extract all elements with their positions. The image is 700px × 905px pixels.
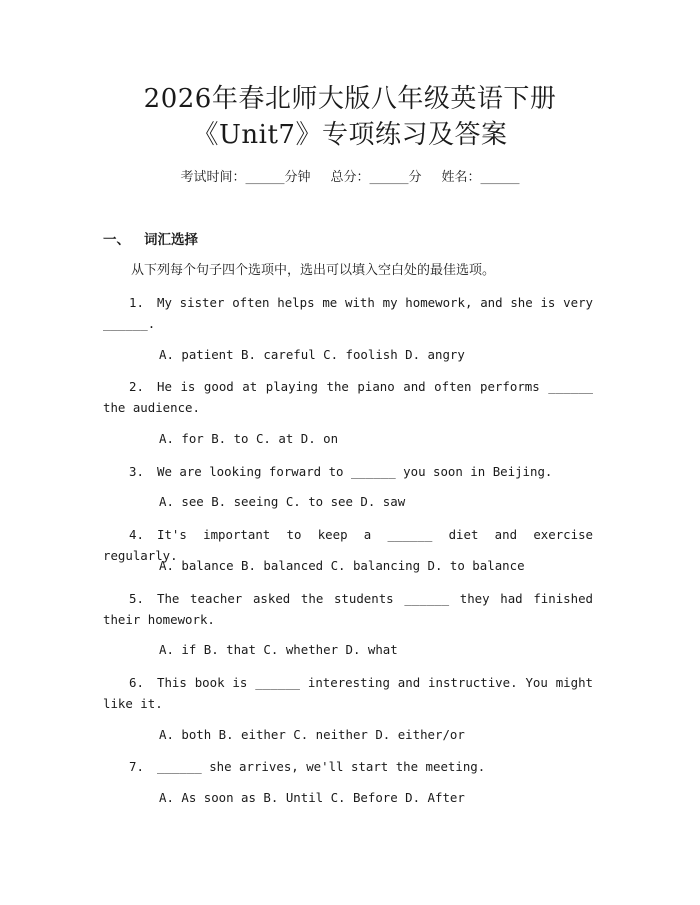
question-text: It's important to keep a ______ diet and exercise regularly. <box>103 527 593 563</box>
question-number: 3. <box>129 464 144 479</box>
question-number: 7. <box>129 759 144 774</box>
question-text: He is good at playing the piano and often performs ______ the audience. <box>103 379 593 415</box>
question-1 <box>103 292 593 334</box>
question-number: 6. <box>129 675 144 690</box>
question-number: 2. <box>129 379 144 394</box>
question-7 <box>103 756 593 777</box>
section-number: 一、 <box>103 232 130 248</box>
question-text: ______ she arrives, we'll start the meeting. <box>157 759 486 774</box>
question-text: This book is ______ interesting and instructive. You might like it. <box>103 675 593 711</box>
question-3-options: A. see B. seeing C. to see D. saw <box>159 494 406 509</box>
exam-time: 考试时间：______分钟 <box>180 170 311 185</box>
question-number: 1. <box>129 295 144 310</box>
document-title-line2: 《Unit7》专项练习及答案 <box>192 120 508 150</box>
section-title: 词汇选择 <box>144 232 198 248</box>
question-text: The teacher asked the students ______ they had finished their homework. <box>103 591 593 627</box>
question-5-options: A. if B. that C. whether D. what <box>159 642 398 657</box>
question-7-options: A. As soon as B. Until C. Before D. After <box>159 790 465 805</box>
section-heading <box>103 230 198 250</box>
question-4-options: A. balance B. balanced C. balancing D. to balance <box>159 558 525 573</box>
exam-info <box>0 168 700 188</box>
question-6-options: A. both B. either C. neither D. either/or <box>159 727 465 742</box>
question-3 <box>103 461 593 482</box>
question-5 <box>103 588 593 630</box>
question-text: We are looking forward to ______ you soon in Beijing. <box>157 464 553 479</box>
student-name-field: 姓名：______ <box>441 170 520 185</box>
exam-total-score: 总分：______分 <box>330 170 422 185</box>
question-text: My sister often helps me with my homework, and she is very ______. <box>103 295 593 331</box>
document-title-line1: 2026年春北师大版八年级英语下册 <box>143 84 557 114</box>
question-2-options: A. for B. to C. at D. on <box>159 431 339 446</box>
question-2 <box>103 376 593 418</box>
question-1-options: A. patient B. careful C. foolish D. angry <box>159 347 465 362</box>
question-number: 4. <box>129 527 144 542</box>
section-instruction: 从下列每个句子四个选项中，选出可以填入空白处的最佳选项。 <box>131 263 496 278</box>
question-number: 5. <box>129 591 144 606</box>
question-6 <box>103 672 593 714</box>
